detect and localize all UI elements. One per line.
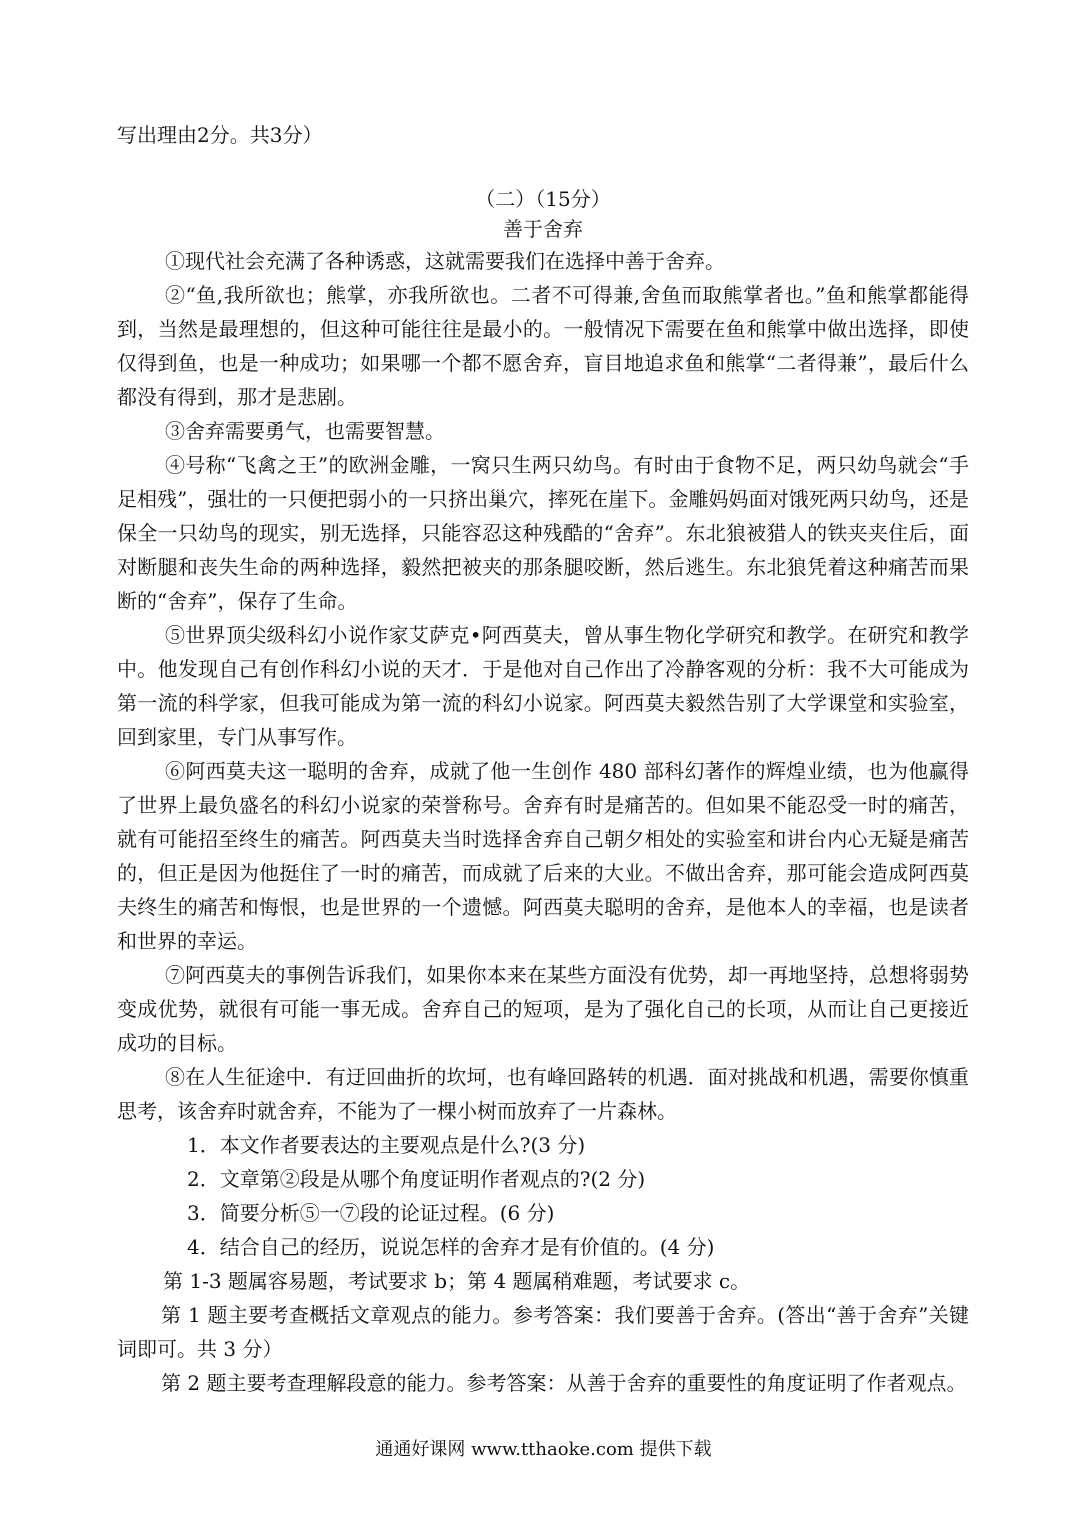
paragraph-7: ⑦阿西莫夫的事例告诉我们，如果你本来在某些方面没有优势，却一再地坚持，总想将弱势变成优势，就很有可能一事无成。舍弃自己的短项，是为了强化自己的长项，从而让自己更接近成功的目标。: [117, 963, 969, 1055]
paragraph-4: ④号称“飞禽之王”的欧洲金雕，一窝只生两只幼鸟。有时由于食物不足，两只幼鸟就会“手足相残”，强壮的一只便把弱小的一只挤出巢穴，摔死在崖下。金雕妈妈面对饿死两只幼鸟，还是保全一只幼鸟的现实，别无选择，只能容忍这种残酷的“舍弃”。东北狼被猎人的铁夹夹住后，面对断腿和丧失生命的两种选择，毅然把被夹的那条腿咬断，然后逃生。东北狼凭着这种痛苦而果断的“舍弃”，保存了生命。: [117, 453, 969, 613]
question-3: 3．简要分析⑤一⑦段的论证过程。(6 分): [187, 1201, 555, 1225]
paragraph-1: ①现代社会充满了各种诱惑，这就需要我们在选择中善于舍弃。: [165, 249, 725, 273]
answer-note: 第 1-3 题属容易题，考试要求 b；第 4 题属稍难题，考试要求 c。: [163, 1269, 751, 1293]
paragraph-2: ②“鱼,我所欲也；熊掌，亦我所欲也。二者不可得兼,舍鱼而取熊掌者也。”鱼和熊掌都能得到，当然是最理想的，但这种可能往往是最小的。一般情况下需要在鱼和熊掌中做出选择，即使仅得到鱼，也是一种成功；如果哪一个都不愿舍弃，盲目地追求鱼和熊掌“二者得兼”，最后什么都没有得到，那才是悲剧。: [117, 283, 969, 409]
section-heading: （二）（15分）: [475, 187, 611, 211]
document-body: [117, 118, 969, 1400]
paragraph-6: ⑥阿西莫夫这一聪明的舍弃，成就了他一生创作 480 部科幻著作的辉煌业绩，也为他赢得了世界上最负盛名的科幻小说家的荣誉称号。舍弃有时是痛苦的。但如果不能忍受一时的痛苦，就有可能招至终生的痛苦。阿西莫夫当时选择舍弃自己朝夕相处的实验室和讲台内心无疑是痛苦的，但正是因为他挺住了一时的痛苦，而成就了后来的大业。不做出舍弃，那可能会造成阿西莫夫终生的痛苦和悔恨，也是世界的一个遗憾。阿西莫夫聪明的舍弃，是他本人的幸福，也是读者和世界的幸运。: [117, 759, 969, 953]
article-title: 善于舍弃: [503, 217, 583, 241]
question-4: 4．结合自己的经历，说说怎样的舍弃才是有价值的。(4 分): [187, 1235, 715, 1259]
paragraph-8: ⑧在人生征途中．有迂回曲折的坎坷，也有峰回路转的机遇．面对挑战和机遇，需要你慎重思考，该舍弃时就舍弃，不能为了一棵小树而放弃了一片森林。: [117, 1065, 969, 1123]
answer-1: 第 1 题主要考查概括文章观点的能力。参考答案：我们要善于舍弃。(答出“善于舍弃”关键词即可。共 3 分）: [117, 1303, 969, 1361]
paragraph-5: ⑤世界顶尖级科幻小说作家艾萨克•阿西莫夫，曾从事生物化学研究和教学。在研究和教学中。他发现自己有创作科幻小说的天才．于是他对自己作出了冷静客观的分析：我不大可能成为第一流的科学家，但我可能成为第一流的科幻小说家。阿西莫夫毅然告别了大学课堂和实验室，回到家里，专门从事写作。: [117, 623, 969, 749]
answer-2: 第 2 题主要考查理解段意的能力。参考答案：从善于舍弃的重要性的角度证明了作者观点。: [161, 1371, 967, 1395]
question-1: 1．本文作者要表达的主要观点是什么?(3 分): [187, 1133, 586, 1157]
paragraph-3: ③舍弃需要勇气，也需要智慧。: [165, 419, 445, 443]
continuation-line: 写出理由2分。共3分）: [117, 123, 323, 147]
page-footer: 通通好课网 www.tthaoke.com 提供下载: [375, 1439, 712, 1460]
question-2: 2．文章第②段是从哪个角度证明作者观点的?(2 分): [187, 1167, 646, 1191]
